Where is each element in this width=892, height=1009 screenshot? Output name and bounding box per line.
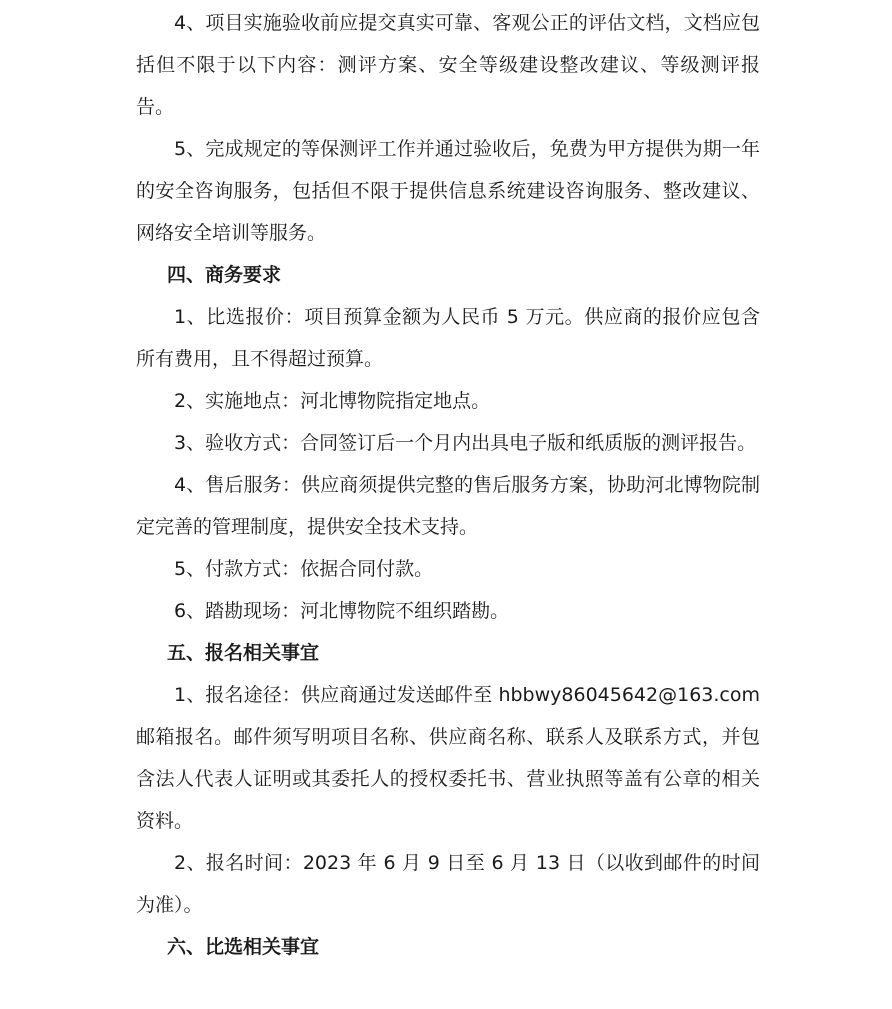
paragraph-4-1: 1、比选报价：项目预算金额为人民币 5 万元。供应商的报价应包含所有费用，且不得超过预算。 [136, 306, 760, 370]
paragraph-4-5: 5、付款方式：依据合同付款。 [174, 558, 434, 580]
document-page [136, 0, 760, 968]
paragraph-4-6: 6、踏勘现场：河北博物院不组织踏勘。 [174, 600, 510, 622]
paragraph-3-4: 4、项目实施验收前应提交真实可靠、客观公正的评估文档，文档应包括但不限于以下内容：测评方案、安全等级建设整改建议、等级测评报告。 [136, 12, 760, 118]
section-heading-business: 四、商务要求 [167, 264, 282, 286]
paragraph-5-1: 1、报名途径：供应商通过发送邮件至 hbbwy86045642@163.com 邮箱报名。邮件须写明项目名称、供应商名称、联系人及联系方式，并包含法人代表人证明或其委托人的授权委托书、营业执照等盖有公章的相关资料。 [136, 684, 760, 832]
paragraph-5-2: 2、报名时间：2023 年 6 月 9 日至 6 月 13 日（以收到邮件的时间为准）。 [136, 852, 760, 916]
paragraph-3-5: 5、完成规定的等保测评工作并通过验收后，免费为甲方提供为期一年的安全咨询服务，包括但不限于提供信息系统建设咨询服务、整改建议、网络安全培训等服务。 [136, 138, 760, 244]
paragraph-4-3: 3、验收方式：合同签订后一个月内出具电子版和纸质版的测评报告。 [174, 432, 757, 454]
paragraph-4-4: 4、售后服务：供应商须提供完整的售后服务方案，协助河北博物院制定完善的管理制度，提供安全技术支持。 [136, 474, 760, 538]
section-heading-registration: 五、报名相关事宜 [167, 642, 320, 664]
paragraph-4-2: 2、实施地点：河北博物院指定地点。 [174, 390, 491, 412]
section-heading-selection: 六、比选相关事宜 [167, 936, 320, 958]
